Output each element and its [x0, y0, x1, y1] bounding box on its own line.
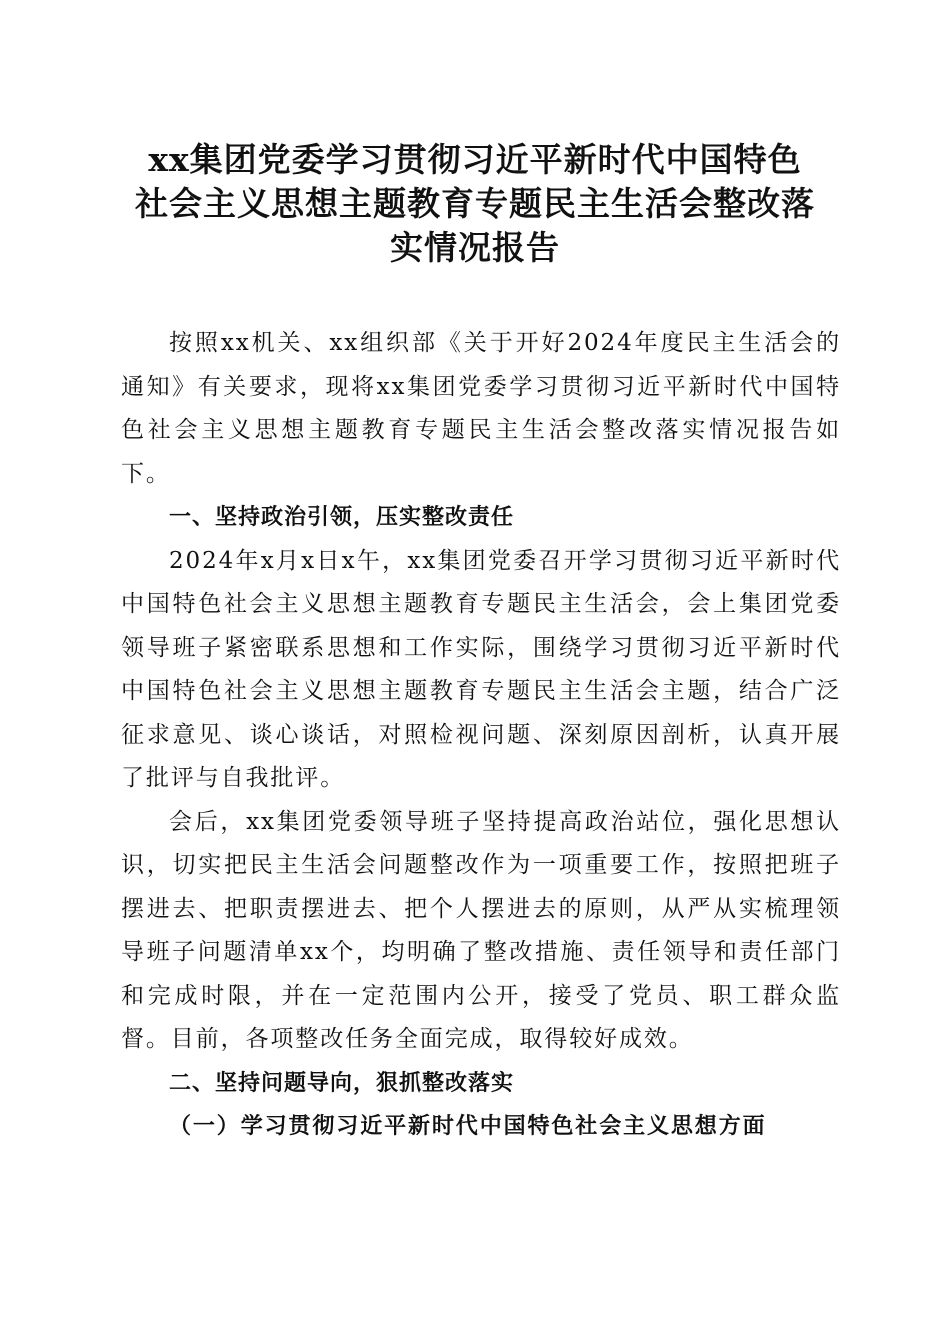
- title-line-3: 实情况报告: [390, 228, 560, 267]
- document-body: [121, 322, 841, 1149]
- title-line-1: xx集团党委学习贯彻习近平新时代中国特色: [148, 140, 802, 179]
- document-title: [100, 138, 850, 270]
- intro-paragraph: 按照xx机关、xx组织部《关于开好2024年度民主生活会的通知》有关要求，现将xx集团党委学习贯彻习近平新时代中国特色社会主义思想主题教育专题民主生活会整改落实情况报告如下。: [121, 330, 841, 487]
- section-1-paragraph-2: 会后，xx集团党委领导班子坚持提高政治站位，强化思想认识，切实把民主生活会问题整改作为一项重要工作，按照把班子摆进去、把职责摆进去、把个人摆进去的原则，从严从实梳理领导班子问题清单xx个，均明确了整改措施、责任领导和责任部门和完成时限，并在一定范围内公开，接受了党员、职工群众监督。目前，各项整改任务全面完成，取得较好成效。: [121, 808, 841, 1052]
- section-1-paragraph-1: 2024年x月x日x午，xx集团党委召开学习贯彻习近平新时代中国特色社会主义思想主题教育专题民主生活会，会上集团党委领导班子紧密联系思想和工作实际，围绕学习贯彻习近平新时代中国特色社会主义思想主题教育专题民主生活会主题，结合广泛征求意见、谈心谈话，对照检视问题、深刻原因剖析，认真开展了批评与自我批评。: [121, 547, 841, 791]
- section-2-subheading-1: （一）学习贯彻习近平新时代中国特色社会主义思想方面: [169, 1113, 767, 1139]
- section-1-heading: 一、坚持政治引领，压实整改责任: [169, 505, 515, 530]
- title-line-2: 社会主义思想主题教育专题民主生活会整改落: [135, 184, 815, 223]
- section-2-heading: 二、坚持问题导向，狠抓整改落实: [169, 1070, 515, 1096]
